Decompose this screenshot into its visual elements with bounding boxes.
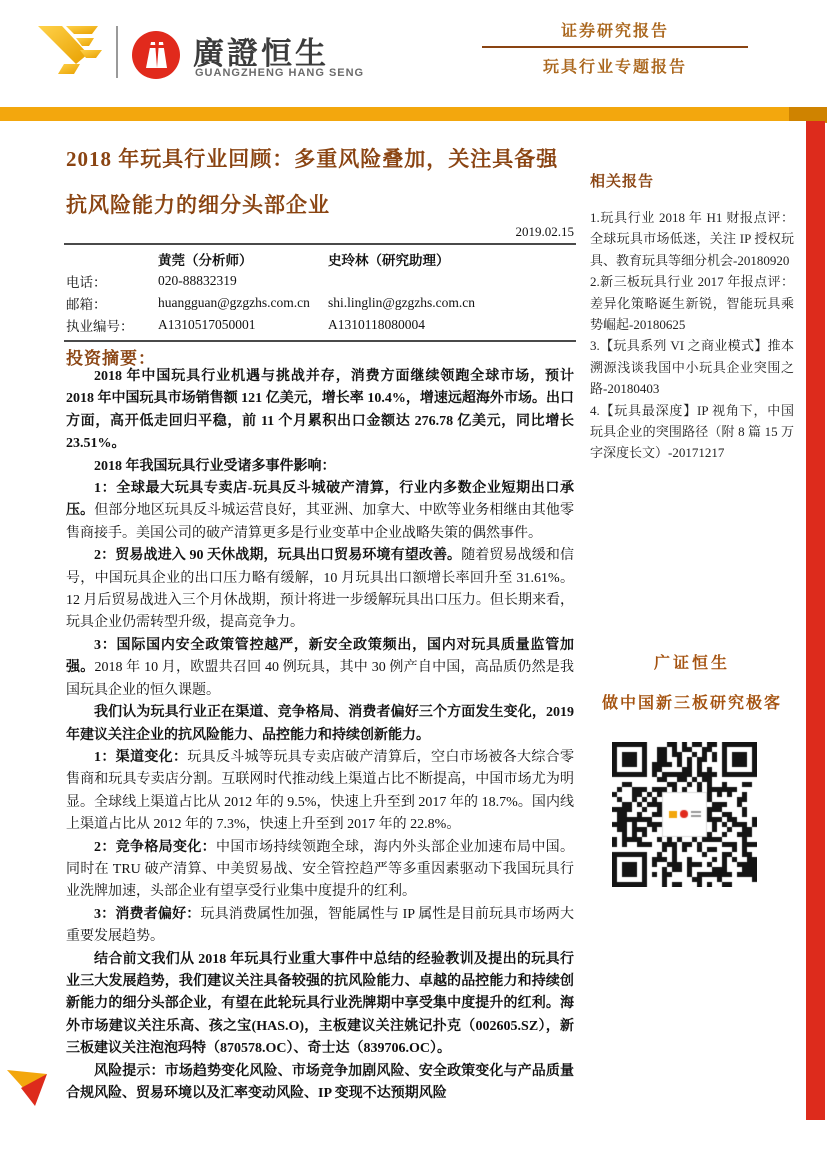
bold-text: 我们认为玩具行业正在渠道、竞争格局、消费者偏好三个方面发生变化，2019 年建议关注企业的抗风险能力、品控能力和持续创新能力。 (66, 705, 574, 743)
bold-text: 1：渠道变化： (94, 749, 188, 765)
summary-paragraph (66, 366, 574, 456)
ye-logo-icon (36, 20, 112, 83)
corner-arrow-icon (6, 1066, 50, 1113)
page-title: 2018 年玩具行业回顾：多重风险叠加，关注具备强抗风险能力的细分头部企业 (66, 147, 559, 217)
related-reports-section (590, 170, 794, 464)
bold-text: 2018 年中国玩具行业机遇与挑战并存，消费方面继续领跑全球市场，预计 2018 年中国玩具市场销售额 121 亿美元，增长率 10.4%，增速远超海外市场。出口方面，高开低走回归平稳，前 11 个月累积出口金额达 276.78 亿美元，同比增长 23.51%。 (66, 369, 574, 452)
bold-text: 1：全球最大玩具专卖店-玩具反斗城破产清算，行业内多数企业短期出口承压。 (66, 481, 574, 519)
analyst-row-value: shi.linglin@gzgzhs.com.cn (328, 295, 476, 310)
summary-paragraph (66, 545, 574, 635)
brand-seal-icon (131, 30, 181, 85)
bold-text: 3：国际国内安全政策管控越严，新安全政策频出，国内对玩具质量监管加强。 (66, 637, 574, 676)
qr-code-image (612, 742, 757, 887)
body-text: 中国市场持续领跑全球，海内外头部企业加速布局中国。同时在 TRU 破产清算、中美贸易战、安全管控趋严等多重因素驱动下我国玩具行业洗牌加速，头部企业有望享受行业集中度提升的红利。 (66, 839, 574, 900)
body-text: 但部分地区玩具反斗城运营良好，其亚洲、加拿大、中欧等业务相继由其他零售商接手。美国公司的破产清算更多是行业变革中企业战略失策的偶然事件。 (66, 503, 575, 541)
related-report-item: 3.【玩具系列 VI 之商业模式】推本溯源浅谈我国中小玩具企业突围之路-20180403 (590, 338, 794, 397)
analyst-name: 史玲林（研究助理） (328, 253, 450, 268)
analyst-row-value: huangguan@gzgzhs.com.cn (158, 295, 310, 310)
summary-paragraph (66, 837, 574, 904)
report-type-block (482, 18, 748, 77)
brand-name-en: GUANGZHENG HANG SENG (195, 67, 365, 79)
sidebar-slogan-brand: 广证恒生 (653, 655, 730, 672)
related-report-item: 4.【玩具最深度】IP 视角下，中国玩具企业的突围路径（附 8 篇 15 万字深度长文）-20171217 (590, 402, 794, 461)
analyst-table-row (64, 292, 576, 314)
summary-paragraph (66, 949, 574, 1061)
related-reports-heading: 相关报告 (590, 174, 655, 190)
summary-body (66, 366, 574, 1105)
body-text: 玩具反斗城等玩具专卖店破产清算后，空白市场被各大综合零售商和玩具专卖店分割。互联网时代推动线上渠道占比不断提高，中国市场尤为明显。全球线上渠道占比从 2012 年的 9.5%，快速上升至到 2017 年的 18.7%。国内线上渠道占比从 2012 年的 7.3%，快速上升至到 2017 年的 22.8%。 (66, 749, 575, 833)
bold-text: 3：消费者偏好： (94, 906, 201, 922)
summary-heading: 投资摘要： (66, 349, 156, 368)
analyst-row-value: A1310118080004 (328, 317, 425, 332)
analyst-row-label: 执业编号： (66, 319, 134, 334)
summary-paragraph (66, 904, 574, 949)
related-report-item: 2.新三板玩具行业 2017 年报点评：差异化策略诞生新锐，智能玩具乘势崛起-20180625 (590, 274, 794, 333)
brand-name-cn: 廣證恒生 (193, 36, 329, 71)
analyst-row-label: 电话： (66, 275, 107, 290)
wechat-qr-code (612, 742, 757, 887)
analyst-row-value: 020-88832319 (158, 273, 237, 288)
bold-text: 风险提示：市场趋势变化风险、市场竞争加剧风险、安全政策变化与产品质量合规风险、贸易环境以及汇率变动风险、IP 变现不达预期风险 (66, 1063, 574, 1101)
summary-paragraph (66, 1061, 574, 1106)
bold-text: 2：竞争格局变化： (94, 839, 216, 855)
analyst-row-value (326, 280, 576, 282)
summary-paragraph (66, 702, 574, 747)
report-type-rule (482, 46, 748, 48)
analyst-row-label: 邮箱： (66, 297, 107, 312)
body-text: 2018 年 10 月，欧盟共召回 40 例玩具，其中 30 例产自中国，高品质仍然是我国玩具企业的恒久课题。 (66, 660, 575, 698)
bold-text: 结合前文我们从 2018 年玩具行业重大事件中总结的经验教训及提出的玩具行业三大发展趋势，我们建议关注具备较强的抗风险能力、卓越的品控能力和持续创新能力的细分头部企业，有望在此轮玩具行业洗牌期中享受集中度提升的红利。海外市场建议关注乐高、孩之宝(HAS.O)，主板建议关注姚记扑克（002605.SZ），新三板建议关注泡泡玛特（870578.OC）、奇士达（839706.OC）。 (66, 951, 574, 1057)
report-subtype-label: 玩具行业专题报告 (542, 59, 687, 76)
report-type-label: 证券研究报告 (560, 23, 669, 40)
summary-paragraph (66, 456, 574, 478)
summary-paragraph (66, 478, 574, 545)
bold-text: 2018 年我国玩具行业受诸多事件影响： (94, 458, 336, 474)
analyst-name: 黄莞（分析师） (158, 253, 253, 268)
summary-paragraph (66, 747, 574, 837)
red-side-bar (806, 121, 825, 1120)
analyst-row-value: A1310517050001 (158, 317, 256, 332)
bold-text: 2：贸易战进入 90 天休战期，玩具出口贸易环境有望改善。 (94, 548, 462, 564)
related-report-item: 1.玩具行业 2018 年 H1 财报点评：全球玩具市场低迷，关注 IP 授权玩具、教育玩具等细分机会-20180920 (590, 210, 794, 268)
sidebar-slogan-tagline: 做中国新三板研究极客 (601, 695, 782, 712)
analyst-header-row (64, 248, 576, 270)
related-reports-list (590, 207, 794, 464)
analyst-header-empty (64, 258, 156, 260)
body-text: 随着贸易战缓和信号，中国玩具企业的出口压力略有缓解，10 月玩具出口额增长率回升至 31.61%。12 月后贸易战进入三个月休战期，预计将进一步缓解玩具出口压力。但长期来看，玩具企业仍需转型升级，提高竞争力。 (66, 548, 575, 631)
orange-ribbon (0, 107, 827, 121)
analyst-table-row (64, 314, 576, 336)
analyst-table (64, 243, 576, 342)
summary-paragraph (66, 635, 574, 702)
logo-divider (116, 26, 118, 78)
report-date: 2019.02.15 (515, 224, 574, 239)
analyst-table-row (64, 270, 576, 292)
body-text: 玩具消费属性加强，智能属性与 IP 属性是目前玩具市场两大重要发展趋势。 (66, 906, 575, 945)
